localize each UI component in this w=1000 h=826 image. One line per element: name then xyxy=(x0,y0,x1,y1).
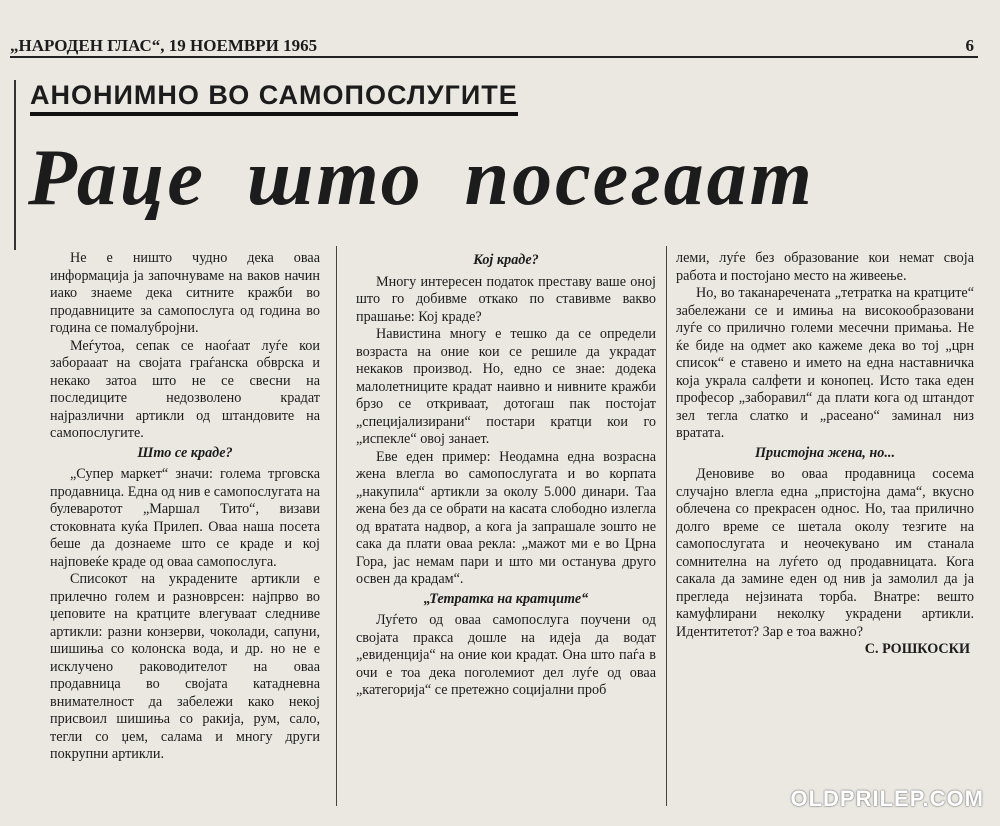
page-number: 6 xyxy=(965,36,974,55)
paragraph: Не е ништо чудно дека оваа информација ја започнуваме на ваков начин иако знаеме дека ситните кражби во продавниците за самопослуга од година во година се помалубројни. xyxy=(50,250,320,336)
column-divider xyxy=(666,246,667,806)
paragraph: Списокот на украдените артикли е прилечно голем и разноврсен: најпрво во џеповите на кратците влегуваат следниве артикли: разни конзерви, чоколади, сапуни, шишиња со колонска вода, и др. но не е исклучено раководителот на оваа продавница во својата катадневна внимателност да забележи како некој присвоил шишиња со ракија, рум, сало, тегли со џем, салама и многу други покрупни артикли. xyxy=(50,571,320,762)
left-border-rule xyxy=(14,80,16,250)
subheading: Кој краде? xyxy=(473,252,539,268)
paragraph: Но, во таканаречената „тетратка на кратците“ забележани се и имиња на високообразовани луѓе со прилично големи месечни примања. Не ќе биде на одмет ако кажеме дека во тој „црн список“ е ставено и името на една наставничка која украла салфети и конопец. Исто така еден професор „заборавил“ да плати кога од штандот зел тегла слатко и „расеано“ заминал низ вратата. xyxy=(676,285,974,441)
newspaper-header xyxy=(10,30,978,58)
author-signature: С. РОШКОСКИ xyxy=(864,641,970,657)
article-column-1 xyxy=(50,250,320,764)
subheading: Што се краде? xyxy=(137,444,233,461)
paragraph: леми, луѓе без образование кои немат своја работа и постојано место на живеење. xyxy=(676,250,974,284)
article-column-3 xyxy=(676,250,974,659)
site-watermark: OLDPRILEP.COM xyxy=(790,786,984,811)
masthead-date: „НАРОДЕН ГЛАС“, 19 НОЕМВРИ 1965 xyxy=(10,36,318,55)
subheading: Пристојна жена, но... xyxy=(754,444,895,461)
paragraph: Меѓутоа, сепак се наоѓаат луѓе кои заборааат на својата граѓанска обврска и некако затоа што не се свесни на последиците недозволено крадат најразлични артикли од штандовите на самопослугите. xyxy=(50,337,320,441)
column-divider xyxy=(336,246,337,806)
article-column-2 xyxy=(356,250,656,700)
paragraph: Луѓето од оваа самопослуга поучени од својата пракса дошле на идеја да водат „евиденција“ на оние кои крадат. Она што паѓа в очи е тоа дека поголемиот дел луѓе од оваа „категорија“ се претежно социјални проб xyxy=(356,612,656,698)
paragraph: Навистина многу е тешко да се определи возраста на оние кои се решиле да украдат некаков производ. Но, едно се знае: додека малолетниците крадат наивно и нивните кражби брзо се откриваат, дотогаш пак постојат „специјализирани“ постари кратци кои го „испекле“ овој занает. xyxy=(356,326,656,447)
article-headline: Раце што посегаат xyxy=(28,134,815,222)
paragraph: Многу интересен податок преставу ваше оној што го добивме откако по ставивме вакво прашање: Кој краде? xyxy=(356,273,656,325)
paragraph: Деновиве во оваа продавница сосема случајно влегла една „пристојна дама“, вкусно облечена со прекрасен однос. Но, таа прилично долго време се шетала околу тезгите на самопослугата и неочекувано им станала сомнителна на луѓето од продавницата. Кога сакала да замине еден од нив ја замолил да ја прегледа нејзината торба. Внатре: вешто камуфлирани неколку украдени артикли. Идентитетот? Зар е тоа важно? xyxy=(676,466,974,640)
paragraph: „Супер маркет“ значи: голема трговска продавница. Една од нив е самопослугата на булеваротот „Маршал Тито“, визави стоковната куќа Прилеп. Оваа наша посета беше да дознаеме што се краде и кој најповеќе краде од оваа самопослуга. xyxy=(50,466,321,570)
subheading: „Тетратка на кратците“ xyxy=(423,590,589,607)
paragraph: Еве еден пример: Неодамна една возрасна жена влегла во самопослугата и во корпата „накупила“ артикли за околу 5.000 динари. Таа жена без да се обрати на касата слободно излегла од вратата надвор, а кога ја запрашале зошто не сака да плати оваа рекла: „мажот ми е во Црна Гора, јас немам пари и што ми останува друго освен да крадам“. xyxy=(356,448,656,587)
article-kicker: АНОНИМНО ВО САМОПОСЛУГИТЕ xyxy=(30,80,518,116)
